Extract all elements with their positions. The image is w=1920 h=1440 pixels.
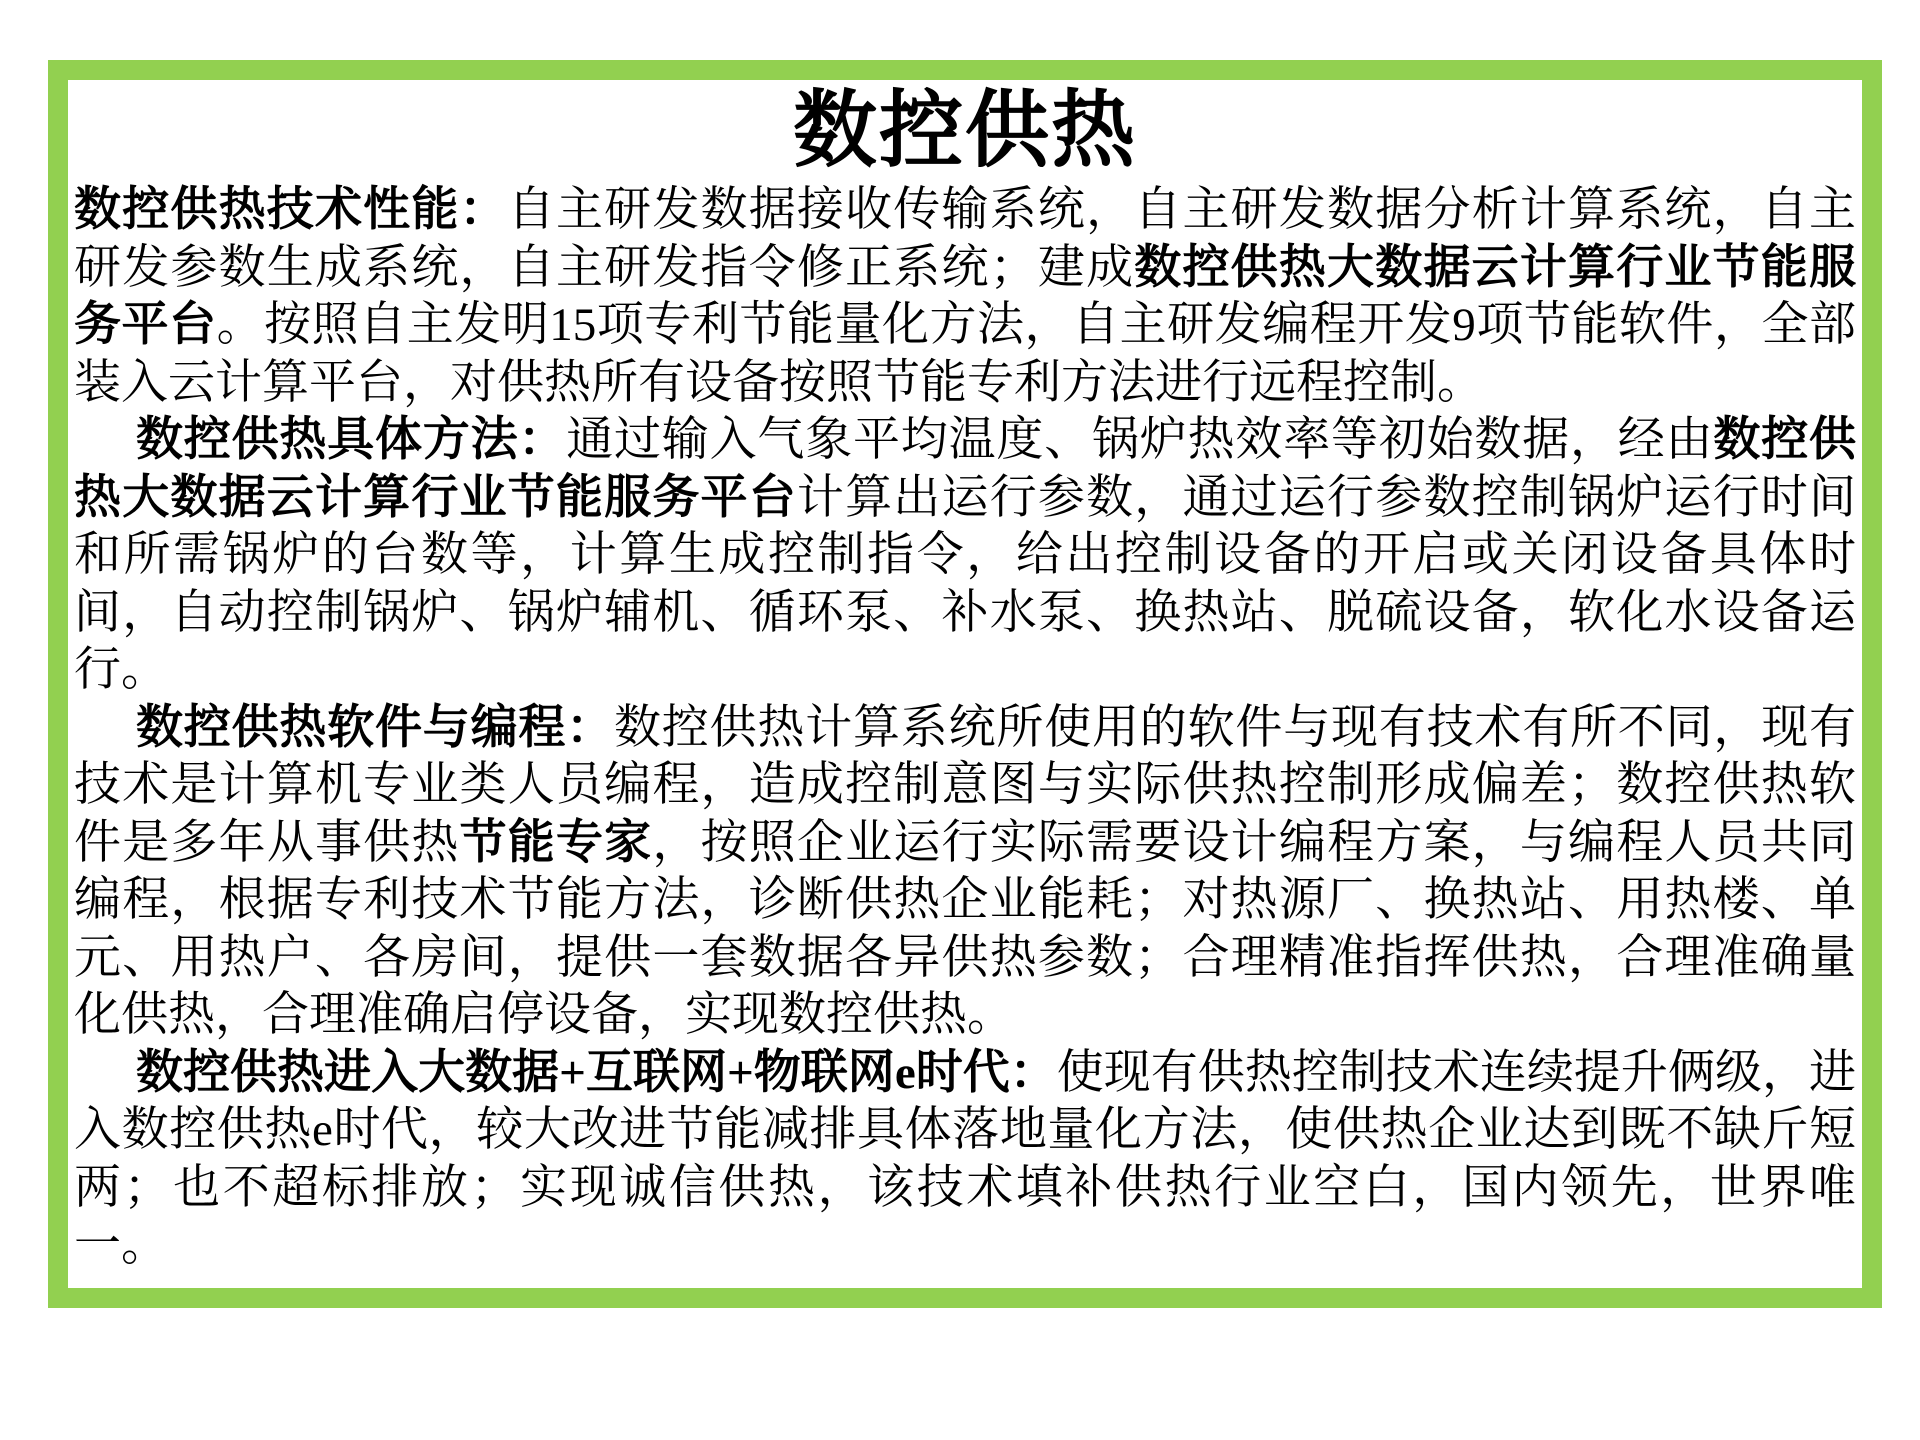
text-run: 通过输入气象平均温度、锅炉热效率等初始数据，经由 — [566, 414, 1714, 466]
text-run: 。按照自主发明15项专利节能量化方法，自主研发编程开发9项节能软件，全部装入云计算平台，对供热所有设备按照节能专利方法进行远程控制。 — [74, 299, 1857, 409]
text-run: 计算出运行参数，通过运行参数控制锅炉运行时间和所需锅炉的台数等，计算生成控制指令，给出控制设备的开启或关闭设备具体时间，自动控制锅炉、锅炉辅机、循环泵、补水泵、换热站、脱硫设备，软化水设备运行。 — [74, 471, 1857, 696]
bold-text-run: 数控供热技术性能： — [74, 184, 508, 236]
paragraph-specific-method — [74, 412, 1856, 700]
bold-text-run: 数控供热进入大数据+互联网+物联网e时代： — [136, 1046, 1057, 1099]
bold-text-run: 数控供热大数据云计算行业节能服务平台 — [74, 241, 1857, 351]
text-run: 使现有供热控制技术连续提升俩级，进入数控供热e时代，较大改进节能减排具体落地量化方法，使供热企业达到既不缺斤短两；也不超标排放；实现诚信供热，该技术填补供热行业空白，国内领先，世界唯一。 — [74, 1046, 1856, 1271]
paragraph-e-era — [74, 1045, 1856, 1275]
page-title: 数控供热 — [792, 85, 1137, 178]
text-run: 数控供热计算系统所使用的软件与现有技术有所不同，现有技术是计算机专业类人员编程，造成控制意图与实际供热控制形成偏差；数控供热软件是多年从事供热 — [74, 701, 1856, 869]
bold-text-run: 数控供热软件与编程： — [136, 701, 614, 754]
bold-text-run: 节能专家 — [459, 816, 653, 869]
bold-text-run: 数控供热大数据云计算行业节能服务平台 — [74, 414, 1857, 524]
paragraph-software-programming — [74, 700, 1856, 1045]
document-frame — [48, 60, 1882, 1308]
paragraph-tech-performance — [74, 182, 1856, 412]
text-run: 自主研发数据接收传输系统，自主研发数据分析计算系统，自主研发参数生成系统，自主研发指令修正系统；建成 — [74, 184, 1856, 294]
text-run: ，按照企业运行实际需要设计编程方案，与编程人员共同编程，根据专利技术节能方法，诊断供热企业能耗；对热源厂、换热站、用热楼、单元、用热户、各房间，提供一套数据各异供热参数；合理精准指挥供热，合理准确量化供热，合理准确启停设备，实现数控供热。 — [74, 816, 1857, 1041]
bold-text-run: 数控供热具体方法： — [136, 414, 567, 466]
